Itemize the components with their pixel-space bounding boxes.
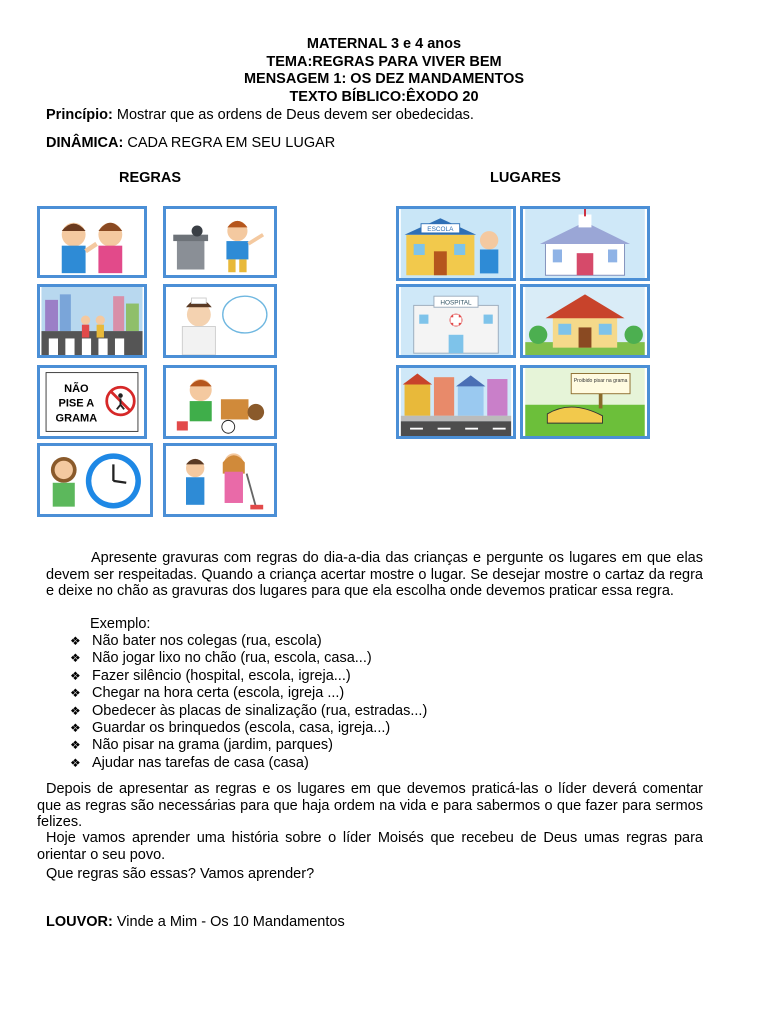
rule-card-toys: [163, 365, 277, 439]
list-item: ❖ Guardar os brinquedos (escola, casa, igreja...): [70, 720, 391, 737]
street-icon: [399, 368, 513, 436]
list-item: ❖ Chegar na hora certa (escola, igreja ...): [70, 685, 345, 702]
list-item: ❖ Não pisar na grama (jardim, parques): [70, 737, 333, 754]
paragraph-4: Que regras são essas? Vamos aprender?: [46, 866, 315, 882]
rule-card-no-litter: [163, 206, 277, 278]
intro-paragraph: Apresente gravuras com regras do dia-a-dia das crianças e pergunte os lugares em que elas devem ser respeitadas. Quando a criança acertar mostre o lugar. Se desejar mostre o cartaz da regra e deixe no chão as gravuras dos lugares para que ela escolha onde devemos praticar essa regra.: [46, 550, 703, 600]
lugares-heading: LUGARES: [490, 170, 561, 186]
place-card-house: [520, 284, 650, 358]
header-line-4: TEXTO BÍBLICO:ÊXODO 20: [289, 88, 479, 105]
rule-card-no-grass: [37, 365, 147, 439]
principio-line: [46, 107, 474, 124]
header-line-2: TEMA:REGRAS PARA VIVER BEM: [266, 53, 502, 70]
exemplo-label: Exemplo:: [90, 616, 151, 632]
place-card-hospital: [396, 284, 516, 358]
dinamica-line: [46, 135, 335, 152]
school-icon: [399, 209, 513, 278]
bullet-diamond-icon: ❖: [70, 651, 81, 666]
list-item: ❖ Não jogar lixo no chão (rua, escola, casa...): [70, 650, 372, 667]
chores-icon: [166, 446, 274, 514]
header-line-1: MATERNAL 3 e 4 anos: [306, 36, 462, 52]
hospital-icon: [399, 287, 513, 355]
list-item: ❖ Ajudar nas tarefas de casa (casa): [70, 754, 309, 771]
louvor-line: [46, 914, 345, 931]
nurse-silence-icon: [166, 287, 274, 355]
paragraph-2: Depois de apresentar as regras e os lugares em que devemos praticá-las o líder deverá comentar que as regras são necessárias para que haja ordem na vida e para sabermos o que fazer para sermos felizes.: [37, 781, 703, 831]
bullet-diamond-icon: ❖: [70, 755, 81, 770]
bullet-diamond-icon: ❖: [70, 686, 81, 701]
clock-icon: [40, 446, 150, 514]
bullet-diamond-icon: ❖: [70, 738, 81, 753]
header-line-3: MENSAGEM 1: OS DEZ MANDAMENTOS: [243, 71, 525, 88]
kids-fighting-icon: [40, 209, 144, 275]
place-card-school: [396, 206, 516, 281]
rule-card-chores: [163, 443, 277, 517]
bullet-diamond-icon: ❖: [70, 668, 81, 683]
examples-list: [70, 633, 427, 772]
house-icon: [523, 287, 647, 355]
principio-text: Mostrar que as ordens de Deus devem ser obedecidas.: [112, 107, 474, 123]
dinamica-text: CADA REGRA EM SEU LUGAR: [123, 135, 336, 151]
regras-heading: REGRAS: [119, 170, 182, 186]
place-card-street: [396, 365, 516, 439]
sign-text-2: PISE A: [58, 397, 95, 410]
church-icon: [523, 209, 647, 278]
crosswalk-icon: [40, 287, 144, 355]
no-stepping-sign-icon: [40, 368, 144, 436]
bullet-diamond-icon: ❖: [70, 634, 81, 648]
hospital-label: HOSPITAL: [440, 299, 472, 307]
list-item: ❖ Obedecer às placas de sinalização (rua, estradas...): [70, 702, 428, 719]
lawn-icon: [523, 368, 647, 436]
rule-card-no-hitting: [37, 206, 147, 278]
school-label: ESCOLA: [427, 226, 454, 234]
paragraph-3: Hoje vamos aprender uma história sobre o líder Moisés que recebeu de Deus umas regras para orientar o seu povo.: [37, 830, 703, 863]
bullet-diamond-icon: ❖: [70, 703, 81, 718]
louvor-text: Vinde a Mim - Os 10 Mandamentos: [112, 914, 345, 930]
toys-icon: [166, 368, 274, 436]
trash-can-icon: [166, 209, 274, 275]
principio-label: Princípio:: [46, 107, 113, 123]
grass-sign-text: Proibido pisar na grama: [573, 377, 628, 384]
rule-card-crosswalk: [37, 284, 147, 358]
sign-text-1: NÃO: [64, 382, 89, 395]
document-header: [0, 36, 768, 106]
list-item: ❖ Não bater nos colegas (rua, escola): [70, 633, 322, 649]
louvor-label: LOUVOR:: [46, 914, 113, 930]
place-card-lawn: [520, 365, 650, 439]
place-card-church: [520, 206, 650, 281]
list-item: ❖ Fazer silêncio (hospital, escola, igreja...): [70, 667, 351, 684]
sign-text-3: GRAMA: [55, 412, 98, 425]
rule-card-on-time: [37, 443, 153, 517]
dinamica-label: DINÂMICA:: [46, 135, 124, 151]
bullet-diamond-icon: ❖: [70, 721, 81, 736]
rule-card-silence: [163, 284, 277, 358]
